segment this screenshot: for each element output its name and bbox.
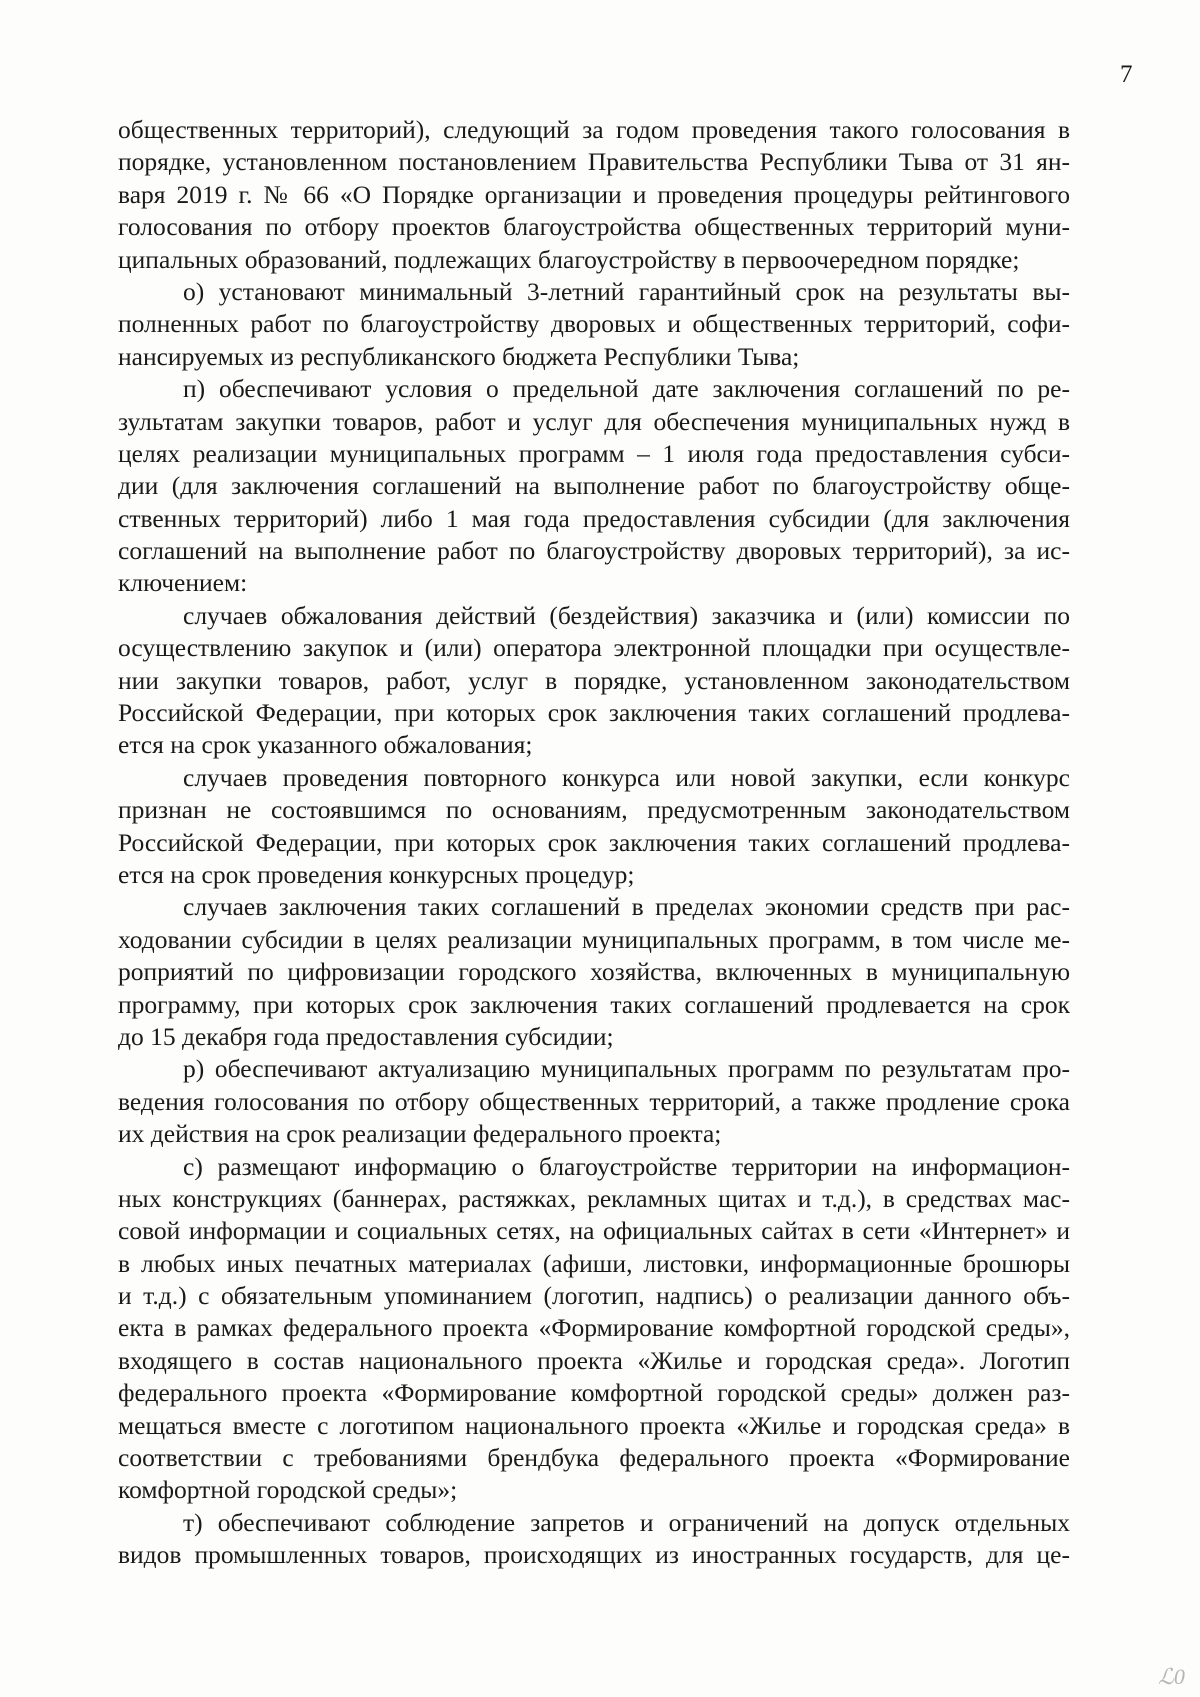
text-line: случаев заключения таких соглашений в пределах экономии средств при рас-: [183, 892, 1070, 922]
text-line: екта в рамках федерального проекта «Формирование комфортной городской среды»,: [118, 1313, 1070, 1343]
text-line: о) установают минимальный 3-летний гарантийный срок на результаты вы-: [183, 276, 1070, 306]
corner-mark: ℒ0: [1158, 1664, 1185, 1689]
paragraph-continuation: [118, 114, 1070, 276]
text-line: Российской Федерации, при которых срок заключения таких соглашений продлева-: [118, 698, 1070, 728]
page-number: 7: [1120, 61, 1133, 88]
text-line: мещаться вместе с логотипом национального проекта «Жилье и городская среда» в: [118, 1410, 1070, 1440]
text-line: до 15 декабря года предоставления субсидии;: [118, 1021, 614, 1051]
text-line: комфортной городской среды»;: [118, 1475, 458, 1505]
text-line: п) обеспечивают условия о предельной дате заключения соглашений по ре-: [183, 374, 1070, 404]
paragraph-exception-appeal: [118, 600, 1070, 762]
text-line: дии (для заключения соглашений на выполнение работ по благоустройству обще-: [118, 471, 1070, 501]
text-line: программу, при которых срок заключения таких соглашений продлевается на срок: [118, 989, 1070, 1019]
text-line: голосования по отбору проектов благоустройства общественных территорий муни-: [118, 212, 1070, 242]
paragraph-exception-repeat-tender: [118, 762, 1070, 892]
text-line: роприятий по цифровизации городского хозяйства, включенных в муниципальную: [118, 957, 1070, 987]
text-line: в любых иных печатных материалах (афиши, листовки, информационные брошюры: [118, 1248, 1070, 1278]
text-line: входящего в состав национального проекта «Жилье и городская среда». Логотип: [118, 1345, 1070, 1375]
text-line: с) размещают информацию о благоустройстве территории на информацион-: [183, 1151, 1070, 1181]
text-line: т) обеспечивают соблюдение запретов и ограничений на допуск отдельных: [183, 1507, 1070, 1537]
text-line: ципальных образований, подлежащих благоустройству в первоочередном порядке;: [118, 244, 1020, 274]
text-line: соответствии с требованиями брендбука федерального проекта «Формирование: [118, 1443, 1070, 1473]
text-line: р) обеспечивают актуализацию муниципальных программ по результатам про-: [183, 1054, 1070, 1084]
text-line: зультатам закупки товаров, работ и услуг для обеспечения муниципальных нужд в: [118, 406, 1070, 436]
text-line: ведения голосования по отбору общественных территорий, а также продление срока: [118, 1086, 1070, 1116]
text-line: признан не состоявшимся по основаниям, предусмотренным законодательством: [118, 795, 1070, 825]
text-line: нансируемых из республиканского бюджета Республики Тыва;: [118, 341, 800, 371]
text-line: Российской Федерации, при которых срок заключения таких соглашений продлева-: [118, 827, 1070, 857]
text-line: ключением:: [118, 568, 248, 598]
paragraph-exception-savings: [118, 891, 1070, 1053]
text-line: и т.д.) с обязательным упоминанием (логотип, надпись) о реализации данного объ-: [118, 1281, 1070, 1311]
text-line: осуществлению закупок и (или) оператора электронной площадки при осуществле-: [118, 633, 1070, 663]
text-line: целях реализации муниципальных программ – 1 июля года предоставления субси-: [118, 438, 1070, 468]
text-line: совой информации и социальных сетях, на официальных сайтах в сети «Интернет» и: [118, 1216, 1070, 1246]
document-body: [118, 114, 1070, 1572]
text-line: федерального проекта «Формирование комфортной городской среды» должен раз-: [118, 1378, 1070, 1408]
paragraph-item-o: [118, 276, 1070, 373]
text-line: нии закупки товаров, работ, услуг в порядке, установленном законодательством: [118, 665, 1070, 695]
text-line: варя 2019 г. № 66 «О Порядке организации и проведения процедуры рейтингового: [118, 179, 1070, 209]
text-line: случаев проведения повторного конкурса или новой закупки, если конкурс: [183, 762, 1070, 792]
text-line: порядке, установленном постановлением Правительства Республики Тыва от 31 ян-: [118, 147, 1070, 177]
paragraph-item-r: [118, 1053, 1070, 1150]
text-line: соглашений на выполнение работ по благоустройству дворовых территорий), за ис-: [118, 536, 1070, 566]
paragraph-item-p: [118, 373, 1070, 600]
paragraph-item-t: [118, 1507, 1070, 1572]
text-line: ных конструкциях (баннерах, растяжках, рекламных щитах и т.д.), в средствах мас-: [118, 1183, 1070, 1213]
text-line: их действия на срок реализации федерального проекта;: [118, 1119, 722, 1149]
text-line: ственных территорий) либо 1 мая года предоставления субсидии (для заключения: [118, 503, 1070, 533]
text-line: ходовании субсидии в целях реализации муниципальных программ, в том числе ме-: [118, 924, 1070, 954]
text-line: ется на срок проведения конкурсных процедур;: [118, 859, 635, 889]
text-line: общественных территорий), следующий за годом проведения такого голосования в: [118, 115, 1070, 144]
text-line: полненных работ по благоустройству дворовых и общественных территорий, софи-: [118, 309, 1070, 339]
text-line: случаев обжалования действий (бездействия) заказчика и (или) комиссии по: [183, 600, 1070, 630]
paragraph-item-s: [118, 1151, 1070, 1507]
text-line: ется на срок указанного обжалования;: [118, 730, 533, 760]
text-line: видов промышленных товаров, происходящих из иностранных государств, для це-: [118, 1540, 1070, 1570]
